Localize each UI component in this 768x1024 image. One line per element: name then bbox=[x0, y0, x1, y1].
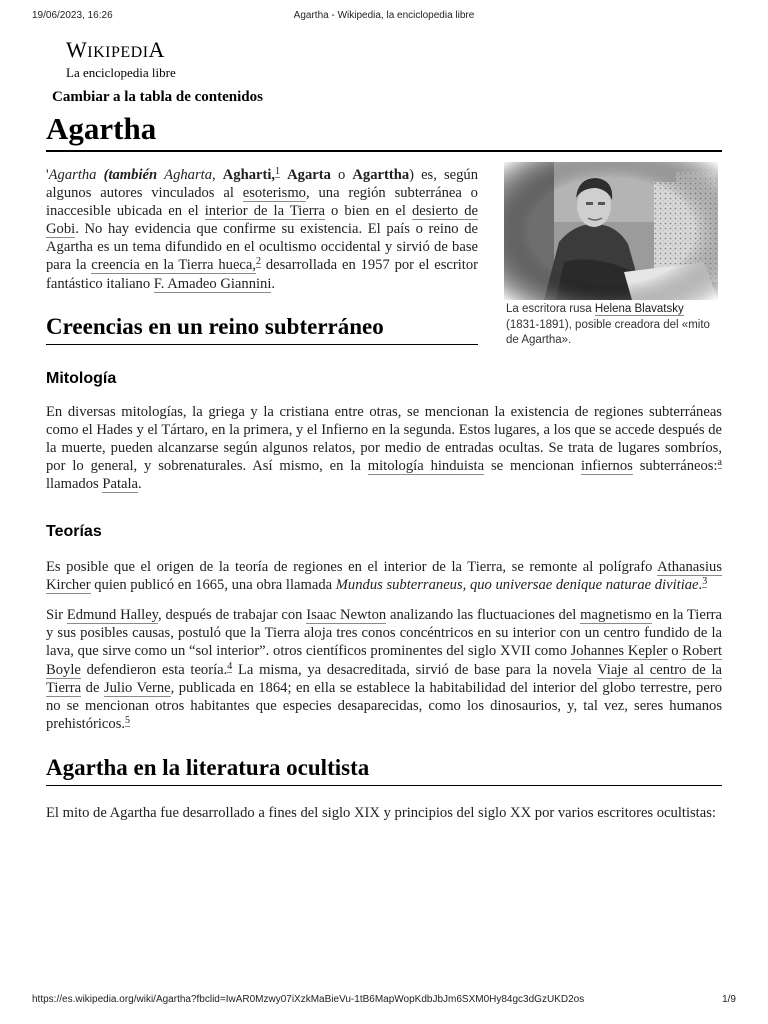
reference-4[interactable]: 4 bbox=[227, 660, 233, 672]
link-robert-boyle[interactable]: Robert Boyle bbox=[46, 643, 723, 678]
print-datetime: 19/06/2023, 16:26 bbox=[32, 10, 113, 21]
reference-5[interactable]: 5 bbox=[125, 715, 131, 727]
link-athanasius-kircher[interactable]: Athanasius Kircher bbox=[46, 558, 722, 593]
lead-paragraph: 'Agartha (también Agharta, Agharti,$^1$ Agarta o Agarttha) es, según algunos autores vinculados al esoterismo, una región subterránea o inaccesible ubicada en el interior de la Tierra o bien en el desierto de Gobi. No hay evidencia que confirme su existencia. El país o reino de Agartha es un tema difundido en el ocultismo occidental y sirvió de base para la creencia en la Tierra hueca,$^2$ desarrollada en 1957 por el escritor fantástico italiano F. Amadeo Giannini. bbox=[46, 166, 479, 292]
link-magnetismo[interactable]: magnetismo bbox=[580, 607, 652, 624]
link-tierra-hueca[interactable]: creencia en la Tierra hueca, bbox=[91, 257, 257, 274]
wikipedia-wordmark: WIKIPEDIA bbox=[66, 37, 165, 62]
link-viaje-al-centro[interactable]: Viaje al centro de la Tierra bbox=[46, 661, 722, 696]
mitologia-paragraph: En diversas mitologías, la griega y la cristiana entre otras, se mencionan la existencia de regiones subterráneas como el Hades y el Tártaro, en la primera, y el Infierno en la segunda. Estos lugares, a los que se accede después de la muerte, pueden alcanzarse según algunos relatos, por medio de entradas ocultas. Se trata de lugares sombríos, por lo general, y sobrenaturales. Así mismo, en la mitología hinduista se mencionan infiernos subterráneos:$^a$ llamados Patala. bbox=[46, 403, 722, 493]
blavatsky-photo[interactable] bbox=[504, 162, 718, 300]
infobox-figure bbox=[504, 162, 718, 349]
link-patala[interactable]: Patala bbox=[102, 476, 139, 493]
link-edmund-halley[interactable]: Edmund Halley bbox=[66, 607, 159, 624]
link-julio-verne[interactable]: Julio Verne bbox=[103, 679, 171, 696]
link-infiernos[interactable]: infiernos bbox=[580, 458, 633, 475]
reference-3[interactable]: 3 bbox=[702, 575, 708, 587]
link-interior-de-la-tierra[interactable]: interior de la Tierra bbox=[204, 203, 325, 220]
heading-creencias: Creencias en un reino subterráneo bbox=[46, 313, 478, 345]
print-page-title: Agartha - Wikipedia, la enciclopedia libre bbox=[293, 10, 475, 21]
link-johannes-kepler[interactable]: Johannes Kepler bbox=[570, 643, 668, 660]
link-desierto-de-gobi[interactable]: desierto de Gobi bbox=[46, 203, 478, 238]
article-content bbox=[46, 38, 722, 822]
page-title: Agartha bbox=[46, 110, 722, 152]
figure-caption: La escritora rusa Helena Blavatsky (1831-1891), posible creadora del «mito de Agartha». bbox=[506, 303, 710, 346]
reference-2[interactable]: 2 bbox=[256, 256, 262, 268]
print-page-counter: 1/9 bbox=[722, 994, 736, 1005]
link-esoterismo[interactable]: esoterismo bbox=[242, 185, 306, 202]
link-helena-blavatsky[interactable]: Helena Blavatsky bbox=[594, 303, 684, 315]
link-amadeo-giannini[interactable]: F. Amadeo Giannini bbox=[153, 275, 272, 292]
link-isaac-newton[interactable]: Isaac Newton bbox=[306, 607, 387, 624]
teorias-paragraph-1: Es posible que el origen de la teoría de regiones en el interior de la Tierra, se remonte al polígrafo Athanasius Kircher quien publicó en 1665, una obra llamada Mundus subterraneus, quo universae denique naturae divitiae.$^3$ bbox=[46, 558, 722, 593]
wikipedia-logo[interactable] bbox=[66, 38, 206, 80]
heading-literatura-ocultista: Agartha en la literatura ocultista bbox=[46, 754, 722, 786]
print-url: https://es.wikipedia.org/wiki/Agartha?fbclid=IwAR0Mzwy07iXzkMaBieVu-1tB6MapWopKdbJbJm6SXM0Hy84gc3dGzUKD2os bbox=[32, 994, 585, 1005]
literatura-paragraph: El mito de Agartha fue desarrollado a fines del siglo XIX y principios del siglo XX por varios escritores ocultistas: bbox=[46, 804, 716, 821]
note-a[interactable]: a bbox=[717, 457, 722, 469]
heading-teorias: Teorías bbox=[46, 522, 102, 540]
wikipedia-tagline: La enciclopedia libre bbox=[66, 65, 176, 80]
toc-toggle-link[interactable]: Cambiar a la tabla de contenidos bbox=[52, 89, 263, 105]
reference-1[interactable]: 1 bbox=[275, 166, 281, 177]
link-mitologia-hinduista[interactable]: mitología hinduista bbox=[367, 458, 485, 475]
heading-mitologia: Mitología bbox=[46, 369, 117, 387]
teorias-paragraph-2: Sir Edmund Halley, después de trabajar con Isaac Newton analizando las fluctuaciones del magnetismo en la Tierra y sus posibles causas, postuló que la Tierra aloja tres conos concéntricos en su interior con un centro fundido de la lava, que sirve como un “sol interior”. otros científicos prominentes del siglo XVII como Johannes Kepler o Robert Boyle defendieron esta teoría.$^4$ La misma, ya desacreditada, sirvió de base para la novela Viaje al centro de la Tierra de Julio Verne, publicada en 1864; en ella se establece la habitabilidad del interior del globo terrestre, pero no se mencionan otros habitantes que especies desaparecidas, como los dinosaurios, y, tal vez, seres humanos prehistóricos.$^5$ bbox=[46, 607, 723, 733]
